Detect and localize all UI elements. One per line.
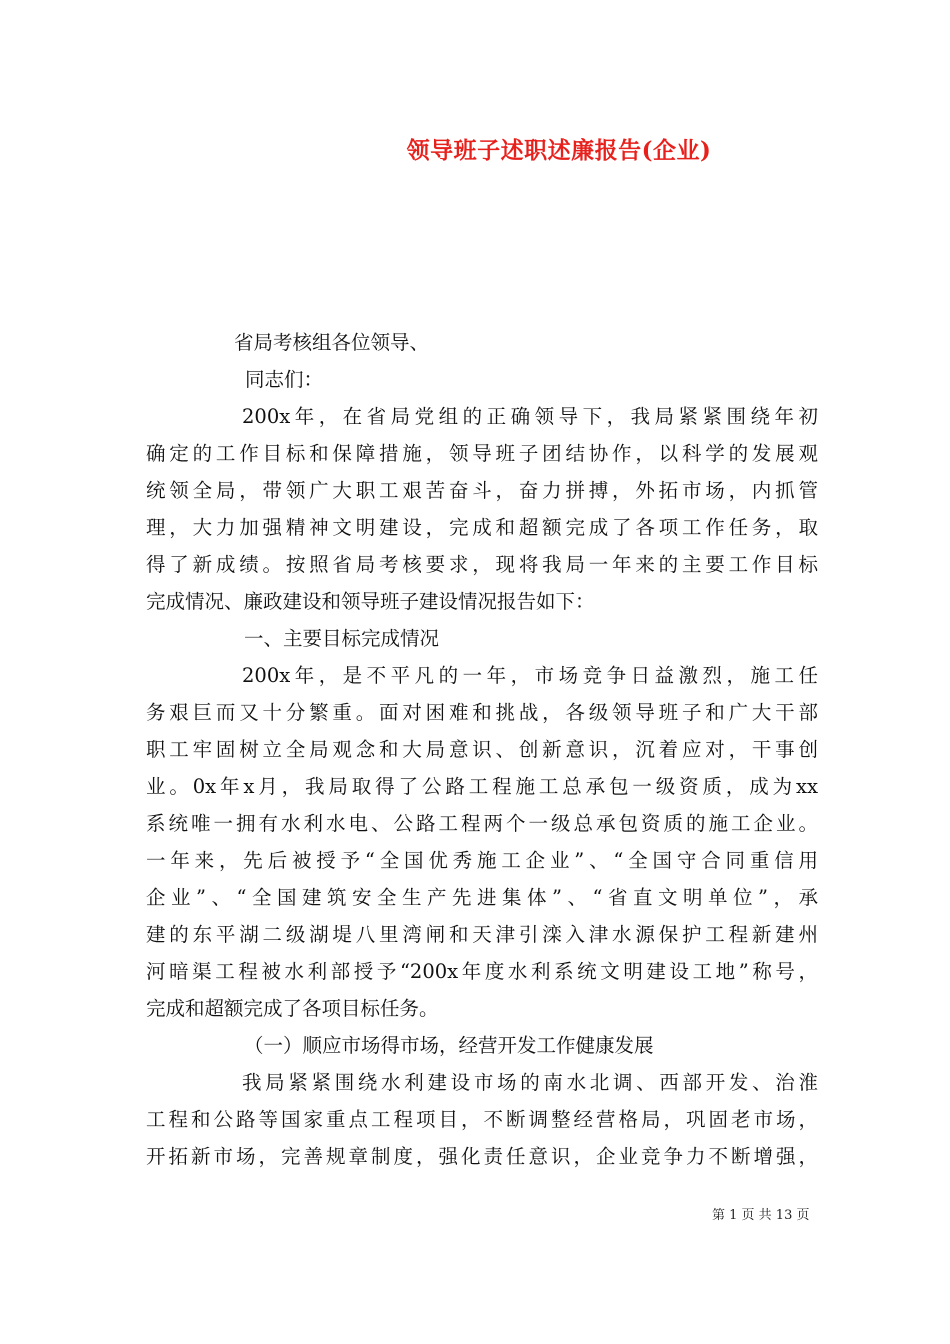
salutation-line-2: 同志们： [245, 368, 324, 391]
paragraph-1-line: 完成情况、廉政建设和领导班子建设情况报告如下： [146, 590, 595, 613]
page-title: 领导班子述职述廉报告(企业) [406, 137, 712, 164]
paragraph-2-line: 建的东平湖二级湖堤八里湾闸和天津引滦入津水源保护工程新建州 [146, 923, 818, 946]
paragraph-2-line: 业。0x年x月，我局取得了公路工程施工总承包一级资质，成为xx [146, 775, 818, 798]
subsection-heading: （一）顺应市场得市场，经营开发工作健康发展 [244, 1034, 654, 1057]
paragraph-2-line: 系统唯一拥有水利水电、公路工程两个一级总承包资质的施工企业。 [146, 812, 818, 835]
paragraph-2-line: 企业”、“全国建筑安全生产先进集体”、“省直文明单位”，承 [146, 886, 818, 909]
paragraph-2-line: 完成和超额完成了各项目标任务。 [146, 997, 439, 1020]
paragraph-1-line: 统领全局，带领广大职工艰苦奋斗，奋力拼搏，外拓市场，内抓管 [146, 479, 818, 502]
page-number-footer: 第 1 页 共 13 页 [712, 1208, 810, 1223]
paragraph-2-line: 河暗渠工程被水利部授予“200x年度水利系统文明建设工地”称号， [146, 960, 818, 983]
document-body [146, 398, 818, 1175]
paragraph-2-line: 一年来，先后被授予“全国优秀施工企业”、“全国守合同重信用 [146, 849, 818, 872]
paragraph-2-line: 务艰巨而又十分繁重。面对困难和挑战，各级领导班子和广大干部 [146, 701, 818, 724]
paragraph-3-line: 工程和公路等国家重点工程项目，不断调整经营格局，巩固老市场， [146, 1108, 818, 1131]
paragraph-3-line: 我局紧紧围绕水利建设市场的南水北调、西部开发、治淮 [242, 1071, 818, 1094]
section-heading: 一、主要目标完成情况 [244, 627, 440, 650]
paragraph-3-line: 开拓新市场，完善规章制度，强化责任意识，企业竞争力不断增强， [146, 1145, 818, 1168]
paragraph-1-line: 得了新成绩。按照省局考核要求，现将我局一年来的主要工作目标 [146, 553, 818, 576]
paragraph-2-line: 职工牢固树立全局观念和大局意识、创新意识，沉着应对，干事创 [146, 738, 818, 761]
paragraph-1-line: 200x年，在省局党组的正确领导下，我局紧紧围绕年初 [242, 405, 818, 428]
salutation-line-1: 省局考核组各位领导、 [234, 331, 430, 354]
paragraph-1-line: 理，大力加强精神文明建设，完成和超额完成了各项工作任务，取 [146, 516, 818, 539]
paragraph-1-line: 确定的工作目标和保障措施，领导班子团结协作，以科学的发展观 [146, 442, 818, 465]
paragraph-2-line: 200x年，是不平凡的一年，市场竞争日益激烈，施工任 [242, 664, 818, 687]
